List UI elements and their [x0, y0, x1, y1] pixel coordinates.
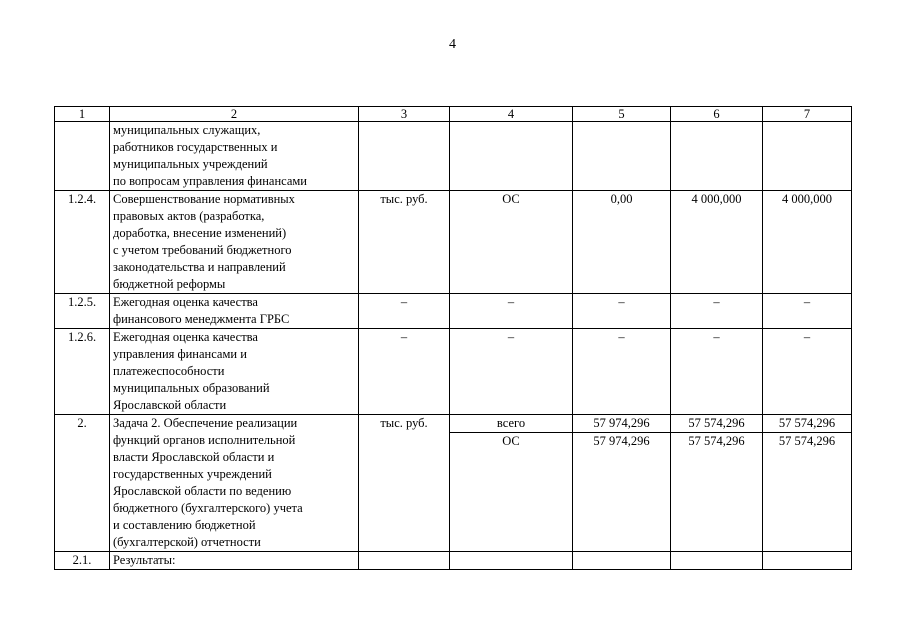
table-row	[55, 294, 852, 329]
value-cell	[763, 122, 852, 191]
name-line: Ярославской области по ведению	[113, 484, 292, 498]
source-total: всего	[450, 415, 572, 433]
header-cell: 6	[671, 107, 763, 122]
row-number	[55, 122, 110, 191]
name-line: с учетом требований бюджетного	[113, 243, 292, 257]
value-cell: –	[763, 329, 852, 415]
name-line: по вопросам управления финансами	[113, 174, 307, 188]
row-number: 1.2.5.	[55, 294, 110, 329]
table-row-task2	[55, 415, 852, 552]
value-total: 57 974,296	[573, 415, 670, 433]
row-name: Результаты:	[110, 552, 359, 570]
page-number: 4	[449, 37, 456, 52]
row-name	[110, 329, 359, 415]
empty-cell	[573, 552, 671, 570]
header-cell: 2	[110, 107, 359, 122]
source-cell	[450, 415, 573, 552]
row-number: 2.1.	[55, 552, 110, 570]
header-cell: 3	[359, 107, 450, 122]
source-cell: –	[450, 329, 573, 415]
name-line: муниципальных учреждений	[113, 157, 268, 171]
value-cell	[671, 415, 763, 552]
name-line: законодательства и направлений	[113, 260, 286, 274]
header-cell: 4	[450, 107, 573, 122]
name-line: государственных учреждений	[113, 467, 272, 481]
name-line: власти Ярославской области и	[113, 450, 275, 464]
value-cell: 4 000,000	[671, 191, 763, 294]
name-line: бюджетного (бухгалтерского) учета	[113, 501, 303, 515]
value-cell: –	[671, 294, 763, 329]
empty-cell	[450, 552, 573, 570]
value-os: 57 974,296	[593, 434, 650, 448]
name-line: финансового менеджмента ГРБС	[113, 312, 290, 326]
value-cell	[763, 415, 852, 552]
row-number: 2.	[55, 415, 110, 552]
value-cell: –	[671, 329, 763, 415]
budget-table	[54, 106, 852, 570]
value-total: 57 574,296	[763, 415, 851, 433]
header-cell: 1	[55, 107, 110, 122]
unit-cell: тыс. руб.	[359, 415, 450, 552]
name-line: (бухгалтерской) отчетности	[113, 535, 261, 549]
name-line: Ежегодная оценка качества	[113, 330, 258, 344]
name-line: муниципальных образований	[113, 381, 270, 395]
row-name	[110, 415, 359, 552]
header-row	[55, 107, 852, 122]
name-line: Ярославской области	[113, 398, 227, 412]
name-line: Совершенствование нормативных	[113, 192, 295, 206]
name-line: правовых актов (разработка,	[113, 209, 265, 223]
table-row	[55, 191, 852, 294]
row-name	[110, 294, 359, 329]
row-number: 1.2.6.	[55, 329, 110, 415]
value-os: 57 574,296	[688, 434, 745, 448]
value-os: 57 574,296	[778, 434, 836, 448]
name-line: Ежегодная оценка качества	[113, 295, 258, 309]
source-cell: –	[450, 294, 573, 329]
value-total: 57 574,296	[671, 415, 762, 433]
source-cell: ОС	[450, 191, 573, 294]
value-cell	[573, 122, 671, 191]
header-cell: 5	[573, 107, 671, 122]
name-line: и составлению бюджетной	[113, 518, 256, 532]
name-line: бюджетной реформы	[113, 277, 226, 291]
unit-cell: тыс. руб.	[359, 191, 450, 294]
empty-cell	[359, 552, 450, 570]
table-row	[55, 122, 852, 191]
value-cell: –	[573, 329, 671, 415]
name-line: функций органов исполнительной	[113, 433, 296, 447]
value-cell: 0,00	[573, 191, 671, 294]
value-cell	[573, 415, 671, 552]
name-line: муниципальных служащих,	[113, 123, 261, 137]
source-cell	[450, 122, 573, 191]
empty-cell	[671, 552, 763, 570]
empty-cell	[763, 552, 852, 570]
row-number: 1.2.4.	[55, 191, 110, 294]
value-cell: –	[573, 294, 671, 329]
value-cell: –	[763, 294, 852, 329]
name-line: Задача 2. Обеспечение реализации	[113, 416, 298, 430]
value-cell	[671, 122, 763, 191]
unit-cell: –	[359, 294, 450, 329]
name-line: доработка, внесение изменений)	[113, 226, 287, 240]
name-line: работников государственных и	[113, 140, 278, 154]
row-name	[110, 122, 359, 191]
unit-cell	[359, 122, 450, 191]
name-line: платежеспособности	[113, 364, 225, 378]
unit-cell: –	[359, 329, 450, 415]
header-cell: 7	[763, 107, 852, 122]
value-cell: 4 000,000	[763, 191, 852, 294]
row-name	[110, 191, 359, 294]
table-row	[55, 329, 852, 415]
source-os: ОС	[502, 434, 520, 448]
table-row	[55, 552, 852, 570]
name-line: управления финансами и	[113, 347, 247, 361]
